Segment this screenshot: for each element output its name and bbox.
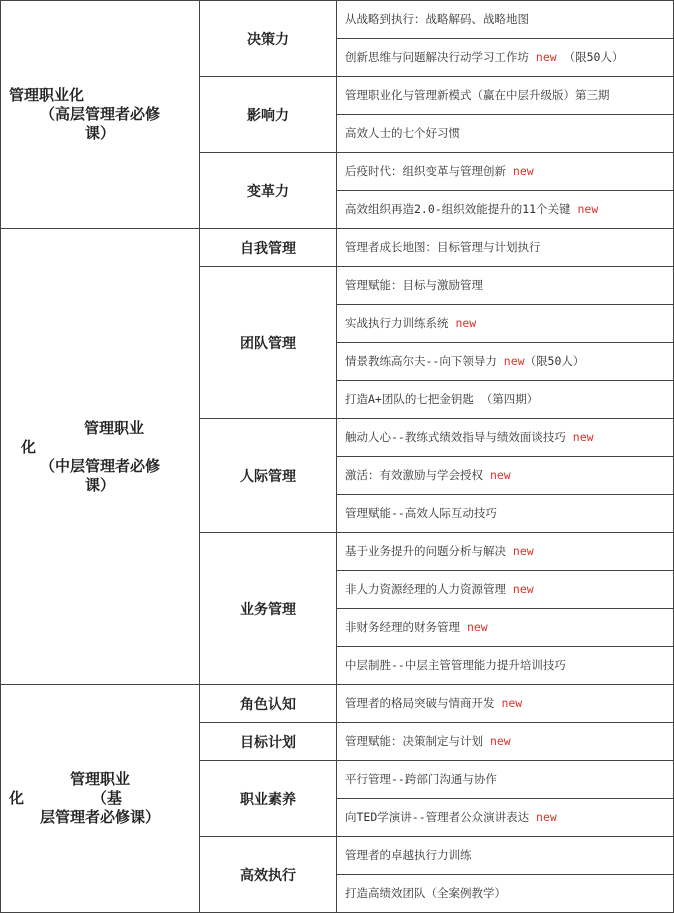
course-cell — [337, 837, 674, 875]
course-cell — [337, 571, 674, 609]
course-cell — [337, 229, 674, 267]
new-badge: new — [489, 734, 511, 748]
course-cell — [337, 419, 674, 457]
course-cell — [337, 723, 674, 761]
level-cell-senior — [1, 1, 200, 229]
competency-cell: 业务管理 — [200, 533, 337, 685]
competency-cell: 团队管理 — [200, 267, 337, 419]
course-title: 实战执行力训练系统 — [345, 316, 456, 330]
level-title-line: 管理职业化 — [9, 86, 85, 104]
competency-cell: 目标计划 — [200, 723, 337, 761]
level-title-line: 管理职业 — [69, 770, 130, 788]
competency-cell: 角色认知 — [200, 685, 337, 723]
course-cell — [337, 1, 674, 39]
course-cell — [337, 799, 674, 837]
level-title-line: 课） — [84, 124, 115, 142]
course-cell — [337, 761, 674, 799]
competency-cell: 自我管理 — [200, 229, 337, 267]
table-row — [1, 229, 674, 267]
new-badge: new — [512, 164, 534, 178]
course-title: 管理者的格局突破与情商开发 — [345, 696, 502, 710]
new-badge: new — [455, 316, 477, 330]
level-title-line: （高层管理者必修 — [39, 105, 160, 123]
course-title: 管理者成长地图：目标管理与计划执行 — [345, 240, 541, 254]
level-cell-junior — [1, 685, 200, 913]
new-badge: new — [535, 50, 557, 64]
course-cell — [337, 495, 674, 533]
course-cell — [337, 305, 674, 343]
level-title-line: （中层管理者必修 — [39, 456, 160, 475]
course-cell — [337, 875, 674, 913]
course-title: 中层制胜--中层主管管理能力提升培训技巧 — [345, 658, 566, 672]
course-cell — [337, 153, 674, 191]
course-cell — [337, 647, 674, 685]
course-cell — [337, 267, 674, 305]
course-note: （限50人） — [524, 354, 585, 368]
competency-cell: 高效执行 — [200, 837, 337, 913]
table-row — [1, 685, 674, 723]
course-cell — [337, 457, 674, 495]
course-title: 打造高绩效团队（全案例教学） — [345, 886, 506, 900]
course-cell — [337, 343, 674, 381]
course-title: 管理职业化与管理新模式（赢在中层升级版）第三期 — [345, 88, 610, 102]
course-cell — [337, 381, 674, 419]
course-cell — [337, 39, 674, 77]
level-title-line: 层管理者必修课） — [39, 808, 160, 826]
course-title: 高效人士的七个好习惯 — [345, 126, 460, 140]
course-title: 高效组织再造2.0-组织效能提升的11个关键 — [345, 202, 578, 216]
new-badge: new — [503, 354, 525, 368]
course-title: 创新思维与问题解决行动学习工作坊 — [345, 50, 536, 64]
competency-cell: 职业素养 — [200, 761, 337, 837]
course-title: 触动人心--教练式绩效指导与绩效面谈技巧 — [345, 430, 573, 444]
course-cell — [337, 685, 674, 723]
competency-cell: 人际管理 — [200, 419, 337, 533]
course-cell — [337, 77, 674, 115]
course-cell — [337, 191, 674, 229]
competency-cell: 变革力 — [200, 153, 337, 229]
course-title: 后疫时代：组织变革与管理创新 — [345, 164, 513, 178]
course-cell — [337, 115, 674, 153]
course-title: 非财务经理的财务管理 — [345, 620, 467, 634]
course-title: 从战略到执行：战略解码、战略地图 — [345, 12, 529, 26]
new-badge: new — [572, 430, 594, 444]
course-title: 管理赋能：目标与激励管理 — [345, 278, 483, 292]
course-note: （限50人） — [556, 50, 624, 64]
competency-cell: 影响力 — [200, 77, 337, 153]
course-title: 非人力资源经理的人力资源管理 — [345, 582, 513, 596]
new-badge: new — [489, 468, 511, 482]
competency-cell: 决策力 — [200, 1, 337, 77]
new-badge: new — [466, 620, 488, 634]
course-title: 打造A+团队的七把金钥匙 （第四期） — [345, 392, 539, 406]
level-title-line: 化 — [21, 437, 37, 456]
course-title: 平行管理--跨部门沟通与协作 — [345, 772, 497, 786]
course-cell — [337, 533, 674, 571]
course-title: 情景教练高尔夫--向下领导力 — [345, 354, 504, 368]
course-title: 管理者的卓越执行力训练 — [345, 848, 472, 862]
course-title: 管理赋能：决策制定与计划 — [345, 734, 490, 748]
level-title-line: 化 （基 — [9, 789, 122, 807]
course-title: 基于业务提升的问题分析与解决 — [345, 544, 513, 558]
course-title: 向TED学演讲--管理者公众演讲表达 — [345, 810, 537, 824]
new-badge: new — [577, 202, 599, 216]
level-cell-middle — [1, 229, 200, 685]
level-title-line: 课） — [84, 475, 115, 494]
level-title-line: 管理职业 — [83, 418, 144, 437]
new-badge: new — [512, 582, 534, 596]
course-title: 激活：有效激励与学会授权 — [345, 468, 490, 482]
course-cell — [337, 609, 674, 647]
new-badge: new — [536, 810, 557, 824]
table-row — [1, 1, 674, 39]
course-title: 管理赋能--高效人际互动技巧 — [345, 506, 497, 520]
new-badge: new — [512, 544, 534, 558]
new-badge: new — [501, 696, 523, 710]
